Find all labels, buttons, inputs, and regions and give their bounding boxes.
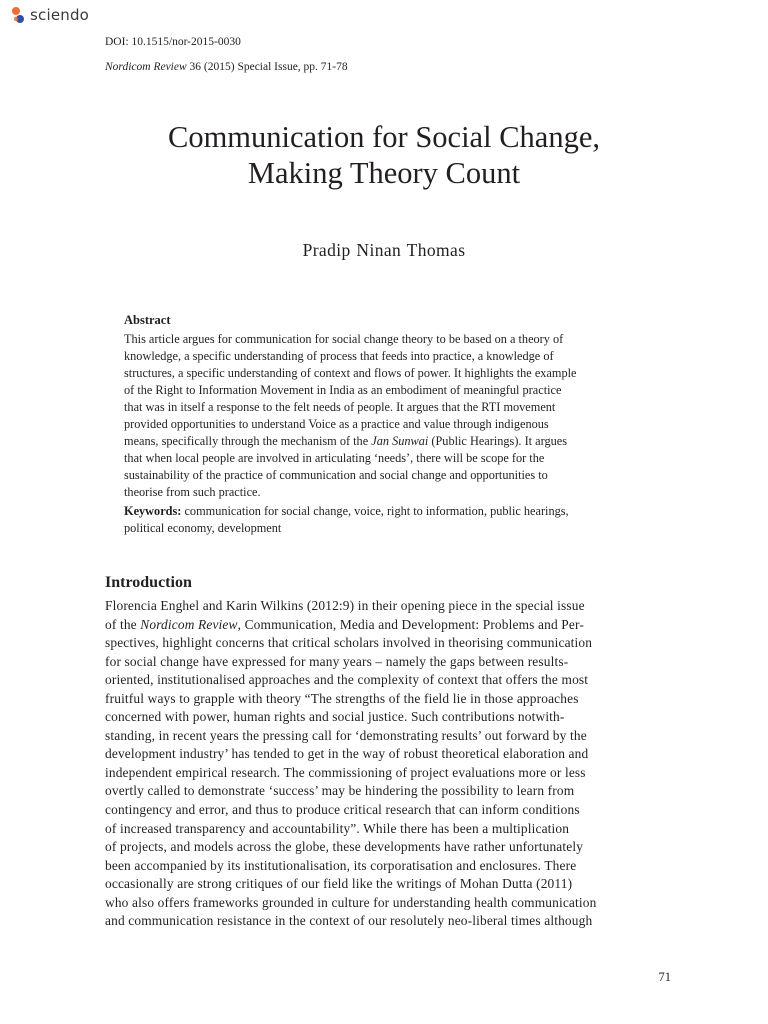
body-line: concerned with power, human rights and social justice. Such contributions notwith- (105, 709, 565, 725)
abstract-line-text: means, specifically through the mechanism of the (124, 434, 372, 448)
publisher-logo-text: sciendo (30, 6, 90, 24)
introduction-body (105, 597, 672, 931)
body-line: development industry’ has tended to get in the way of robust theoretical elaboration and (105, 746, 589, 762)
body-line: who also offers frameworks grounded in culture for understanding health communication (105, 894, 597, 910)
body-line: spectives, highlight concerns that critical scholars involved in theorising communication (105, 635, 593, 651)
sciendo-logo-icon (10, 6, 26, 24)
abstract-line-text: (Public Hearings). It argues (428, 434, 568, 448)
keywords-line: political economy, development (124, 521, 282, 535)
abstract-heading: Abstract (124, 313, 171, 327)
body-line: fruitful ways to grapple with theory “The strengths of the field lie in those approaches (105, 690, 579, 706)
body-line: of increased transparency and accountability”. While there has been a multiplication (105, 820, 570, 836)
body-line (105, 616, 672, 635)
abstract-line (124, 433, 655, 450)
abstract-line: provided opportunities to understand Voice as a practice and value through indigenous (124, 417, 549, 431)
journal-name: Nordicom Review (105, 61, 187, 73)
journal-issue: 36 (2015) Special Issue, pp. 71-78 (186, 61, 348, 73)
body-line: overtly called to demonstrate ‘success’ may be hindering the possibility to learn from (105, 783, 575, 799)
body-line: contingency and error, and thus to produce critical research that can inform conditions (105, 802, 580, 818)
doi-line: DOI: 10.1515/nor-2015-0030 (105, 36, 241, 48)
body-line: oriented, institutionalised approaches and the complexity of context that offers the most (105, 672, 589, 688)
title-line-2: Making Theory Count (247, 156, 521, 190)
body-line-text: of the (105, 616, 141, 632)
introduction-heading: Introduction (105, 574, 192, 591)
abstract-line: that when local people are involved in articulating ‘needs’, there will be scope for the (124, 451, 545, 465)
abstract-body (124, 331, 655, 501)
body-line: been accompanied by its institutionalisation, its corporatisation and enclosures. There (105, 857, 577, 873)
journal-name-inline: Nordicom Review (140, 616, 238, 632)
abstract-line: that was in itself a response to the felt needs of people. It argues that the RTI movement (124, 400, 556, 414)
body-line: and communication resistance in the context of our resolutely neo-liberal times although (105, 913, 593, 929)
abstract-line: of the Right to Information Movement in India as an embodiment of meaningful practice (124, 383, 562, 397)
keywords-label: Keywords: (124, 504, 182, 518)
article-title (84, 119, 684, 191)
page-number: 71 (658, 970, 671, 984)
abstract-line: knowledge, a specific understanding of process that feeds into practice, a knowledge of (124, 349, 554, 363)
sciendo-logo[interactable] (10, 5, 89, 25)
abstract-line: theorise from such practice. (124, 485, 261, 499)
abstract-line: structures, a specific understanding of context and flows of power. It highlights the example (124, 366, 577, 380)
keywords-text: communication for social change, voice, right to information, public hearings, (181, 504, 569, 518)
body-line-text: , Communication, Media and Development: Problems and Per- (237, 616, 584, 632)
abstract-line: This article argues for communication for social change theory to be based on a theory of (124, 332, 564, 346)
body-line: of projects, and models across the globe, these developments have rather unfortunately (105, 839, 584, 855)
jan-sunwai-term: Jan Sunwai (371, 434, 429, 448)
keywords (124, 503, 655, 537)
body-line: standing, in recent years the pressing call for ‘demonstrating results’ out forward by the (105, 727, 587, 743)
title-line-1: Communication for Social Change, (167, 120, 600, 154)
article-author: Pradip Ninan Thomas (302, 240, 466, 260)
body-line: occasionally are strong critiques of our field like the writings of Mohan Dutta (2011) (105, 876, 573, 892)
abstract-line: sustainability of the practice of communication and social change and opportunities to (124, 468, 548, 482)
keywords-line (124, 503, 655, 520)
body-line: Florencia Enghel and Karin Wilkins (2012:9) in their opening piece in the special issue (105, 598, 585, 613)
body-line: independent empirical research. The commissioning of project evaluations more or less (105, 764, 586, 780)
journal-citation (105, 61, 348, 73)
body-line: for social change have expressed for many years – namely the gaps between results- (105, 653, 569, 669)
